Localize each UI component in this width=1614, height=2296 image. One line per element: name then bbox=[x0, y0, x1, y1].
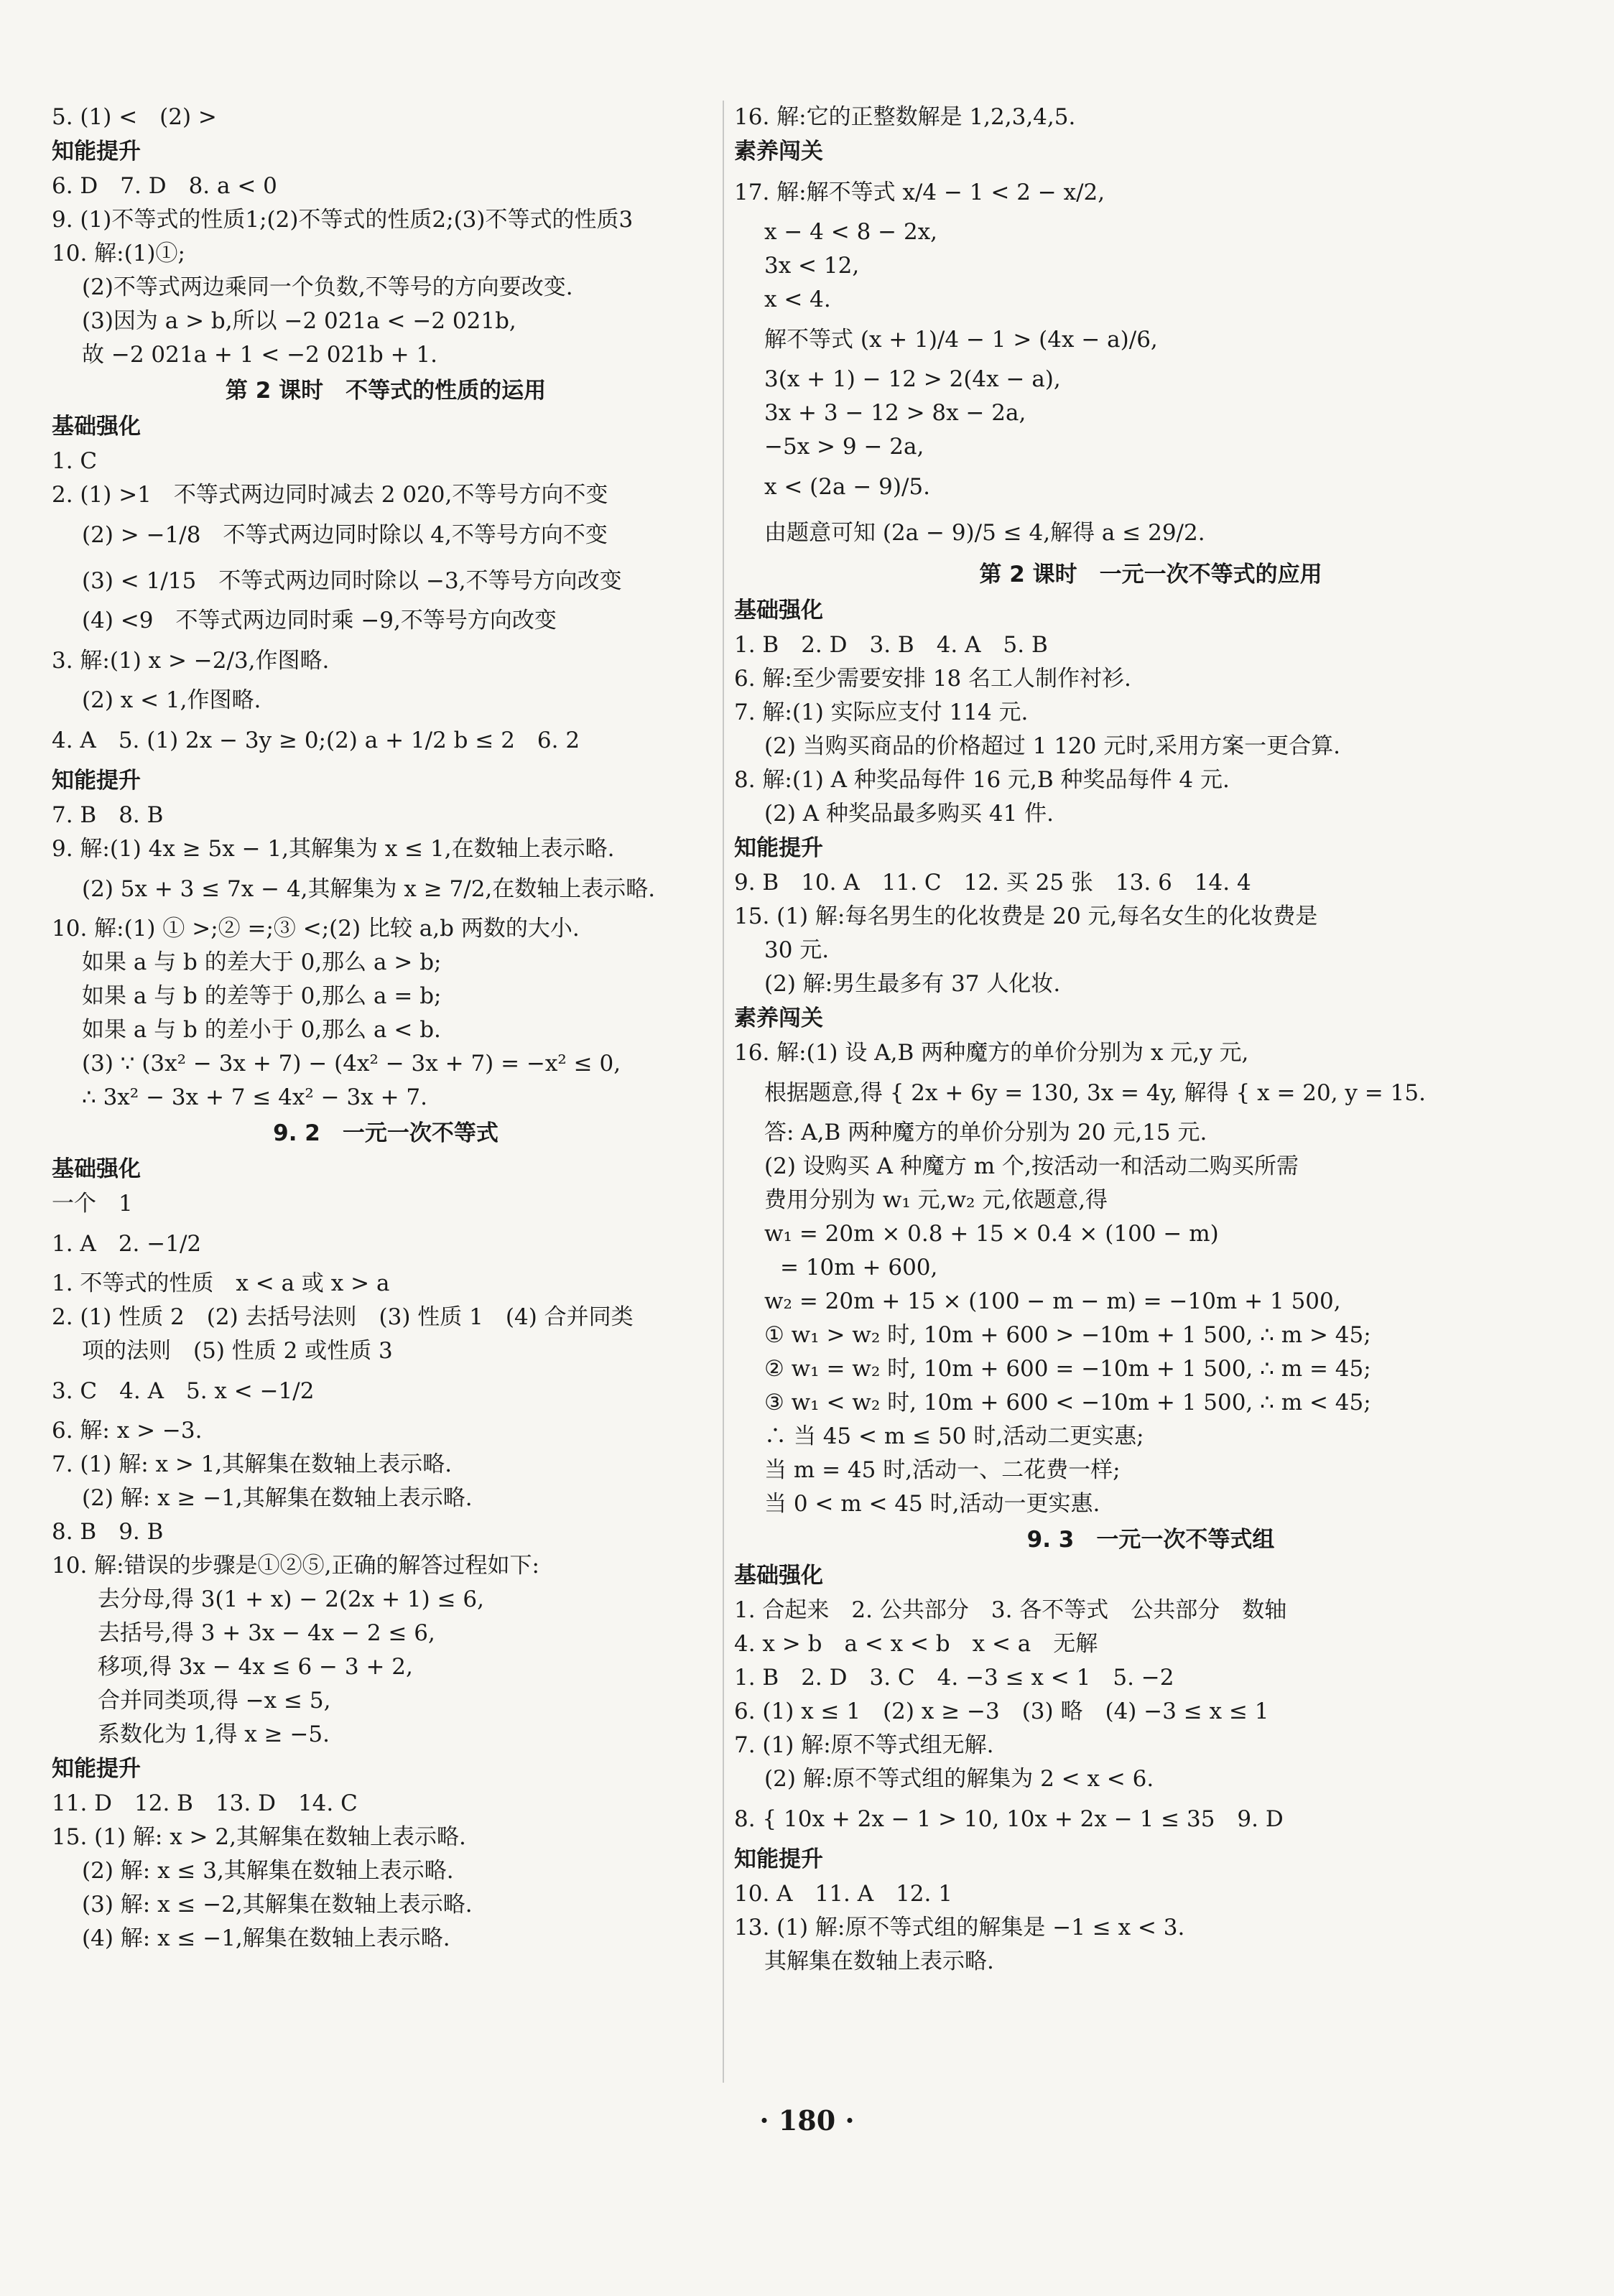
answer-line: 2. (1) 性质 2 (2) 去括号法则 (3) 性质 1 (4) 合并同类 bbox=[52, 1304, 634, 1330]
answer-line: 8. B 9. B bbox=[52, 1519, 164, 1545]
answer-line: 4. x > b a < x < b x < a 无解 bbox=[734, 1631, 1098, 1657]
answer-line: w₂ = 20m + 15 × (100 − m − m) = −10m + 1 500, bbox=[764, 1288, 1341, 1314]
answer-line: 7. B 8. B bbox=[52, 802, 164, 828]
answer-line: 1. 不等式的性质 x < a 或 x > a bbox=[52, 1270, 390, 1296]
answer-line: (4) <9 不等式两边同时乘 −9,不等号方向改变 bbox=[82, 608, 557, 633]
answer-line: 1. C bbox=[52, 448, 98, 474]
answer-line: x < 4. bbox=[764, 287, 831, 312]
answer-line: 故 −2 021a + 1 < −2 021b + 1. bbox=[82, 342, 437, 368]
answer-line: 17. 解:解不等式 x/4 − 1 < 2 − x/2, bbox=[734, 180, 1105, 205]
section-heading: 知能提升 bbox=[52, 1756, 141, 1782]
answer-line: 去分母,得 3(1 + x) − 2(2x + 1) ≤ 6, bbox=[98, 1586, 484, 1612]
answer-line: 15. (1) 解: x > 2,其解集在数轴上表示略. bbox=[52, 1824, 466, 1850]
answer-line: 10. A 11. A 12. 1 bbox=[734, 1881, 952, 1907]
answer-line: (2) A 种奖品最多购买 41 件. bbox=[764, 801, 1054, 827]
answer-line: 16. 解:(1) 设 A,B 两种魔方的单价分别为 x 元,y 元, bbox=[734, 1040, 1249, 1066]
answer-line: 6. 解: x > −3. bbox=[52, 1418, 203, 1444]
answer-line: (2) 当购买商品的价格超过 1 120 元时,采用方案一更合算. bbox=[764, 733, 1340, 759]
answer-line: 10. 解:(1) ① >;② =;③ <;(2) 比较 a,b 两数的大小. bbox=[52, 916, 580, 942]
answer-line: (2) 解: x ≤ 3,其解集在数轴上表示略. bbox=[82, 1858, 454, 1884]
answer-line: 2. (1) >1 不等式两边同时减去 2 020,不等号方向不变 bbox=[52, 482, 608, 508]
answer-line: 6. D 7. D 8. a < 0 bbox=[52, 173, 277, 199]
answer-line: 9. 解:(1) 4x ≥ 5x − 1,其解集为 x ≤ 1,在数轴上表示略. bbox=[52, 836, 615, 862]
column-divider bbox=[723, 101, 724, 2083]
answer-line: 6. (1) x ≤ 1 (2) x ≥ −3 (3) 略 (4) −3 ≤ x ≤ 1 bbox=[734, 1698, 1269, 1724]
section-heading: 知能提升 bbox=[734, 1846, 823, 1872]
answer-line: (2) > −1/8 不等式两边同时除以 4,不等号方向不变 bbox=[82, 522, 608, 548]
section-heading: 基础强化 bbox=[734, 598, 823, 623]
answer-line: (2)不等式两边乘同一个负数,不等号的方向要改变. bbox=[82, 274, 573, 300]
answer-line: ∴ 当 45 < m ≤ 50 时,活动二更实惠; bbox=[764, 1423, 1144, 1449]
answer-line: (2) 5x + 3 ≤ 7x − 4,其解集为 x ≥ 7/2,在数轴上表示略. bbox=[82, 876, 656, 902]
answer-line: 3x < 12, bbox=[764, 253, 860, 279]
answer-line: 根据题意,得 { 2x + 6y = 130, 3x = 4y, 解得 { x = 20, y = 15. bbox=[764, 1080, 1426, 1106]
answer-line: 3(x + 1) − 12 > 2(4x − a), bbox=[764, 366, 1061, 392]
answer-line: 如果 a 与 b 的差大于 0,那么 a > b; bbox=[82, 949, 442, 975]
answer-line: 合并同类项,得 −x ≤ 5, bbox=[98, 1688, 331, 1714]
answer-line: = 10m + 600, bbox=[780, 1255, 938, 1281]
answer-line: 移项,得 3x − 4x ≤ 6 − 3 + 2, bbox=[98, 1654, 413, 1680]
answer-line: 答: A,B 两种魔方的单价分别为 20 元,15 元. bbox=[764, 1120, 1207, 1145]
answer-line: 30 元. bbox=[764, 937, 830, 963]
answer-line: 8. { 10x + 2x − 1 > 10, 10x + 2x − 1 ≤ 35 9. D bbox=[734, 1806, 1284, 1832]
answer-line: 7. (1) 解: x > 1,其解集在数轴上表示略. bbox=[52, 1451, 453, 1477]
answer-line: 解不等式 (x + 1)/4 − 1 > (4x − a)/6, bbox=[764, 327, 1158, 353]
section-title: 第 2 课时 一元一次不等式的应用 bbox=[979, 562, 1322, 587]
page-number: · 180 · bbox=[759, 2104, 855, 2137]
answer-line: (3) < 1/15 不等式两边同时除以 −3,不等号方向改变 bbox=[82, 568, 622, 594]
answer-line: 3. C 4. A 5. x < −1/2 bbox=[52, 1378, 315, 1404]
right-column bbox=[734, 101, 1567, 1979]
answer-line: 1. 合起来 2. 公共部分 3. 各不等式 公共部分 数轴 bbox=[734, 1597, 1287, 1623]
answer-line: 当 m = 45 时,活动一、二花费一样; bbox=[764, 1457, 1121, 1483]
answer-line: 1. B 2. D 3. B 4. A 5. B bbox=[734, 632, 1048, 658]
section-title: 9. 2 一元一次不等式 bbox=[273, 1120, 498, 1146]
answer-line: 10. 解:错误的步骤是①②⑤,正确的解答过程如下: bbox=[52, 1553, 539, 1579]
answer-line: 其解集在数轴上表示略. bbox=[764, 1948, 994, 1974]
answer-line: 7. (1) 解:原不等式组无解. bbox=[734, 1732, 994, 1758]
answer-line: x < (2a − 9)/5. bbox=[764, 474, 930, 500]
answer-line: ③ w₁ < w₂ 时, 10m + 600 < −10m + 1 500, ∴ m < 45; bbox=[764, 1390, 1371, 1416]
answer-line: w₁ = 20m × 0.8 + 15 × 0.4 × (100 − m) bbox=[764, 1221, 1219, 1247]
answer-line: 8. 解:(1) A 种奖品每件 16 元,B 种奖品每件 4 元. bbox=[734, 767, 1230, 793]
answer-line: 4. A 5. (1) 2x − 3y ≥ 0;(2) a + 1/2 b ≤ 2 6. 2 bbox=[52, 728, 580, 753]
answer-line: 3. 解:(1) x > −2/3,作图略. bbox=[52, 648, 330, 674]
answer-line: 6. 解:至少需要安排 18 名工人制作衬衫. bbox=[734, 666, 1131, 692]
answer-line: (3) ∵ (3x² − 3x + 7) − (4x² − 3x + 7) = −x² ≤ 0, bbox=[82, 1051, 621, 1077]
answer-line: −5x > 9 − 2a, bbox=[764, 434, 924, 460]
answer-line: 去括号,得 3 + 3x − 4x − 2 ≤ 6, bbox=[98, 1620, 435, 1646]
answer-line: (2) x < 1,作图略. bbox=[82, 687, 261, 713]
answer-line: 1. A 2. −1/2 bbox=[52, 1231, 202, 1257]
left-column bbox=[52, 101, 720, 1956]
answer-line: (2) 解:原不等式组的解集为 2 < x < 6. bbox=[764, 1766, 1154, 1792]
section-heading: 素养闯关 bbox=[734, 1005, 823, 1031]
answer-line: 5. (1) < (2) > bbox=[52, 104, 217, 130]
answer-line: 15. (1) 解:每名男生的化妆费是 20 元,每名女生的化妆费是 bbox=[734, 903, 1318, 929]
answer-line: 9. (1)不等式的性质1;(2)不等式的性质2;(3)不等式的性质3 bbox=[52, 207, 634, 233]
answer-line: ∴ 3x² − 3x + 7 ≤ 4x² − 3x + 7. bbox=[82, 1084, 427, 1110]
answer-line: ② w₁ = w₂ 时, 10m + 600 = −10m + 1 500, ∴ m = 45; bbox=[764, 1356, 1371, 1382]
answer-line: (4) 解: x ≤ −1,解集在数轴上表示略. bbox=[82, 1925, 450, 1951]
answer-line: 当 0 < m < 45 时,活动一更实惠. bbox=[764, 1491, 1100, 1517]
answer-line: 系数化为 1,得 x ≥ −5. bbox=[98, 1721, 330, 1747]
answer-line: 3x + 3 − 12 > 8x − 2a, bbox=[764, 400, 1026, 426]
section-heading: 基础强化 bbox=[52, 1156, 141, 1182]
answer-line: ① w₁ > w₂ 时, 10m + 600 > −10m + 1 500, ∴ m > 45; bbox=[764, 1322, 1371, 1348]
answer-line: 1. B 2. D 3. C 4. −3 ≤ x < 1 5. −2 bbox=[734, 1665, 1174, 1691]
answer-line: 7. 解:(1) 实际应支付 114 元. bbox=[734, 700, 1029, 725]
section-heading: 知能提升 bbox=[734, 835, 823, 861]
section-heading: 素养闯关 bbox=[734, 139, 823, 164]
section-heading: 知能提升 bbox=[52, 768, 141, 794]
answer-line: 13. (1) 解:原不等式组的解集是 −1 ≤ x < 3. bbox=[734, 1915, 1185, 1941]
section-title: 第 2 课时 不等式的性质的运用 bbox=[225, 378, 547, 404]
section-heading: 基础强化 bbox=[52, 414, 141, 440]
answer-line: x − 4 < 8 − 2x, bbox=[764, 219, 938, 245]
answer-line: 如果 a 与 b 的差等于 0,那么 a = b; bbox=[82, 983, 442, 1009]
answer-line: 9. B 10. A 11. C 12. 买 25 张 13. 6 14. 4 bbox=[734, 870, 1251, 896]
answer-line: 如果 a 与 b 的差小于 0,那么 a < b. bbox=[82, 1017, 441, 1043]
answer-line: (2) 解:男生最多有 37 人化妆. bbox=[764, 971, 1061, 997]
answer-line: 一个 1 bbox=[52, 1191, 133, 1217]
answer-line: (3)因为 a > b,所以 −2 021a < −2 021b, bbox=[82, 308, 516, 334]
section-heading: 基础强化 bbox=[734, 1563, 823, 1589]
answer-line: 费用分别为 w₁ 元,w₂ 元,依题意,得 bbox=[764, 1187, 1108, 1213]
answer-line: 16. 解:它的正整数解是 1,2,3,4,5. bbox=[734, 104, 1076, 130]
answer-line: (2) 解: x ≥ −1,其解集在数轴上表示略. bbox=[82, 1485, 473, 1511]
answer-line: 项的法则 (5) 性质 2 或性质 3 bbox=[82, 1338, 393, 1364]
answer-line: (2) 设购买 A 种魔方 m 个,按活动一和活动二购买所需 bbox=[764, 1153, 1299, 1179]
answer-line: 10. 解:(1)①; bbox=[52, 241, 185, 266]
section-title: 9. 3 一元一次不等式组 bbox=[1026, 1527, 1275, 1553]
answer-line: 11. D 12. B 13. D 14. C bbox=[52, 1790, 358, 1816]
section-heading: 知能提升 bbox=[52, 139, 141, 164]
answer-line: 由题意可知 (2a − 9)/5 ≤ 4,解得 a ≤ 29/2. bbox=[764, 520, 1205, 546]
answer-line: (3) 解: x ≤ −2,其解集在数轴上表示略. bbox=[82, 1892, 473, 1918]
